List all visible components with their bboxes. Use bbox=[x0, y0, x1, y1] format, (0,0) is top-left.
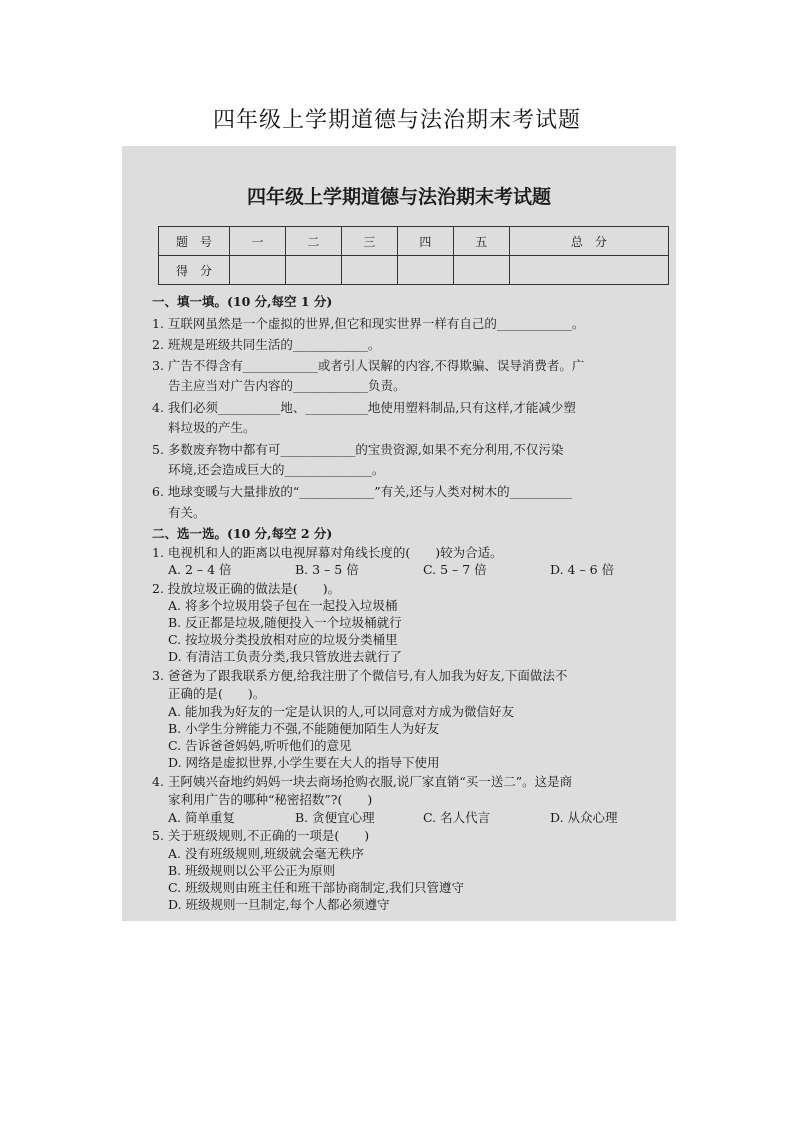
option-c: C. 名人代言 bbox=[423, 810, 491, 825]
scanned-exam-page bbox=[122, 146, 676, 921]
header-cell: 四 bbox=[397, 227, 453, 256]
section1-line: 1. 互联网虽然是一个虚拟的世界,但它和现实世界一样有自己的____________。 bbox=[152, 316, 585, 331]
option-b: B. 3 – 5 倍 bbox=[295, 562, 359, 577]
question-stem-cont: 正确的是( )。 bbox=[168, 686, 266, 701]
option-b: B. 贪便宜心理 bbox=[295, 810, 375, 825]
option-a: A. 将多个垃圾用袋子包在一起投入垃圾桶 bbox=[168, 598, 398, 613]
option-c: C. 5 – 7 倍 bbox=[423, 562, 487, 577]
question-stem: 2. 投放垃圾正确的做法是( )。 bbox=[152, 581, 341, 596]
option-a: A. 简单重复 bbox=[168, 810, 235, 825]
section1-line: 料垃圾的产生。 bbox=[168, 420, 256, 435]
section1-heading: 一、填一填。(10 分,每空 1 分) bbox=[152, 294, 333, 309]
section1-line: 6. 地球变暖与大量排放的“____________”有关,还与人类对树木的__________ bbox=[152, 484, 573, 499]
option-d: D. 有清洁工负责分类,我只管放进去就行了 bbox=[168, 649, 402, 664]
section1-line: 5. 多数废弃物中都有可____________的宝贵资源,如果不充分利用,不仅污染 bbox=[152, 442, 564, 457]
option-c: C. 按垃圾分类投放相对应的垃圾分类桶里 bbox=[168, 632, 398, 647]
header-cell: 二 bbox=[285, 227, 341, 256]
exam-title: 四年级上学期道德与法治期末考试题 bbox=[246, 186, 551, 208]
score-cell bbox=[285, 256, 341, 285]
option-c: C. 告诉爸爸妈妈,听听他们的意见 bbox=[168, 738, 352, 753]
score-cell bbox=[397, 256, 453, 285]
score-table bbox=[158, 226, 669, 285]
section2-heading: 二、选一选。(10 分,每空 2 分) bbox=[152, 526, 333, 541]
option-c: C. 班级规则由班主任和班干部协商制定,我们只管遵守 bbox=[168, 880, 465, 895]
option-a: A. 2 – 4 倍 bbox=[168, 562, 232, 577]
section1-line: 环境,还会造成巨大的______________。 bbox=[168, 462, 385, 477]
score-cell bbox=[230, 256, 286, 285]
option-d: D. 网络是虚拟世界,小学生要在大人的指导下使用 bbox=[168, 755, 440, 770]
section1-line: 有关。 bbox=[168, 505, 206, 520]
option-a: A. 没有班级规则,班级就会毫无秩序 bbox=[168, 846, 364, 861]
question-stem: 4. 王阿姨兴奋地约妈妈一块去商场抢购衣服,说厂家直销“买一送二”。这是商 bbox=[152, 774, 573, 789]
section1-line: 4. 我们必须__________地、__________地使用塑料制品,只有这样,才能减少塑 bbox=[152, 400, 576, 415]
option-d: D. 从众心理 bbox=[550, 810, 618, 825]
score-cell bbox=[453, 256, 509, 285]
option-b: B. 小学生分辨能力不强,不能随便加陌生人为好友 bbox=[168, 721, 440, 736]
score-row-label: 得 分 bbox=[159, 256, 230, 285]
header-cell: 一 bbox=[230, 227, 286, 256]
option-a: A. 能加我为好友的一定是认识的人,可以同意对方成为微信好友 bbox=[168, 704, 514, 719]
option-b: B. 反正都是垃圾,随便投入一个垃圾桶就行 bbox=[168, 615, 402, 630]
option-b: B. 班级规则以公平公正为原则 bbox=[168, 863, 336, 878]
header-cell: 题 号 bbox=[159, 227, 230, 256]
document-title: 四年级上学期道德与法治期末考试题 bbox=[212, 108, 581, 133]
question-stem: 1. 电视机和人的距离以电视屏幕对角线长度的( )较为合适。 bbox=[152, 545, 503, 560]
section1-line: 3. 广告不得含有____________或者引人误解的内容,不得欺骗、误导消费者。广 bbox=[152, 358, 585, 373]
question-stem-cont: 家利用广告的哪种“秘密招数”?( ) bbox=[168, 792, 373, 807]
question-stem: 3. 爸爸为了跟我联系方便,给我注册了个微信号,有人加我为好友,下面做法不 bbox=[152, 668, 568, 683]
header-cell: 三 bbox=[341, 227, 397, 256]
question-stem: 5. 关于班级规则,不正确的一项是( ) bbox=[152, 828, 370, 843]
score-table-score-row bbox=[159, 256, 669, 285]
header-cell: 五 bbox=[453, 227, 509, 256]
score-cell bbox=[341, 256, 397, 285]
option-d: D. 4 – 6 倍 bbox=[550, 562, 615, 577]
score-table-header-row bbox=[159, 227, 669, 256]
section1-line: 2. 班规是班级共同生活的____________。 bbox=[152, 337, 381, 352]
header-cell: 总 分 bbox=[509, 227, 668, 256]
score-cell bbox=[509, 256, 668, 285]
section1-line: 告主应当对广告内容的____________负责。 bbox=[168, 378, 406, 393]
option-d: D. 班级规则一旦制定,每个人都必须遵守 bbox=[168, 897, 390, 912]
